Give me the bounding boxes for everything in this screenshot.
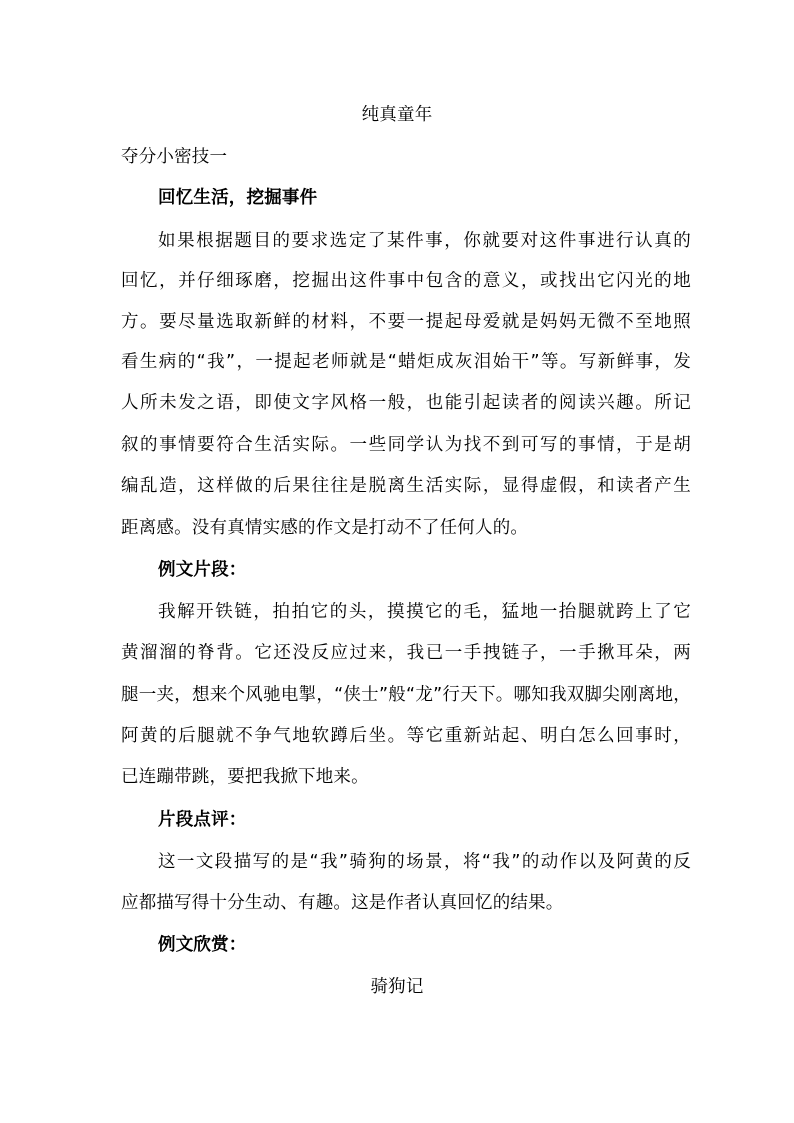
example-heading: 例文片段： xyxy=(158,560,247,580)
essay-title: 骑狗记 xyxy=(370,977,424,997)
example-line: 腿一夹，想来个风驰电掣，“侠士”般“龙”行天下。哪知我双脚尖刚离地， xyxy=(121,685,691,705)
paragraph1-line: 距离感。没有真情实感的作文是打动不了任何人的。 xyxy=(121,518,529,538)
example-line: 阿黄的后腿就不争气地软蹲后坐。等它重新站起、明白怎么回事时， xyxy=(121,726,691,746)
example-line: 我解开铁链，拍拍它的头，摸摸它的毛，猛地一抬腿就跨上了它 xyxy=(158,602,691,622)
example-line: 黄溜溜的脊背。它还没反应过来，我已一手拽链子，一手揪耳朵，两 xyxy=(121,643,691,663)
example-line: 已连蹦带跳，要把我掀下地来。 xyxy=(121,767,369,787)
paragraph1-line: 看生病的“我”，一提起老师就是“蜡炬成灰泪始干”等。写新鲜事，发 xyxy=(121,352,691,372)
appreciation-heading: 例文欣赏： xyxy=(158,935,247,955)
paragraph1-line: 编乱造，这样做的后果往往是脱离生活实际，显得虚假，和读者产生 xyxy=(121,476,691,496)
paragraph1-line: 方。要尽量选取新鲜的材料，不要一提起母爱就是妈妈无微不至地照 xyxy=(121,312,691,332)
comment-line: 应都描写得十分生动、有趣。这是作者认真回忆的结果。 xyxy=(121,893,564,913)
comment-heading: 片段点评： xyxy=(158,810,247,830)
paragraph1-line: 人所未发之语，即使文字风格一般，也能引起读者的阅读兴趣。所记 xyxy=(121,393,691,413)
paragraph1-line: 叙的事情要符合生活实际。一些同学认为找不到可写的事情，于是胡 xyxy=(121,435,691,455)
paragraph1-line: 回忆，并仔细琢磨，挖掘出这件事中包含的意义，或找出它闪光的地 xyxy=(121,271,691,291)
section-heading: 回忆生活，挖掘事件 xyxy=(158,188,318,208)
document-title: 纯真童年 xyxy=(361,105,433,125)
section-label: 夺分小密技一 xyxy=(121,147,228,167)
paragraph1-line: 如果根据题目的要求选定了某件事，你就要对这件事进行认真的 xyxy=(158,231,691,251)
comment-line: 这一文段描写的是“我”骑狗的场景，将“我”的动作以及阿黄的反 xyxy=(158,852,691,872)
